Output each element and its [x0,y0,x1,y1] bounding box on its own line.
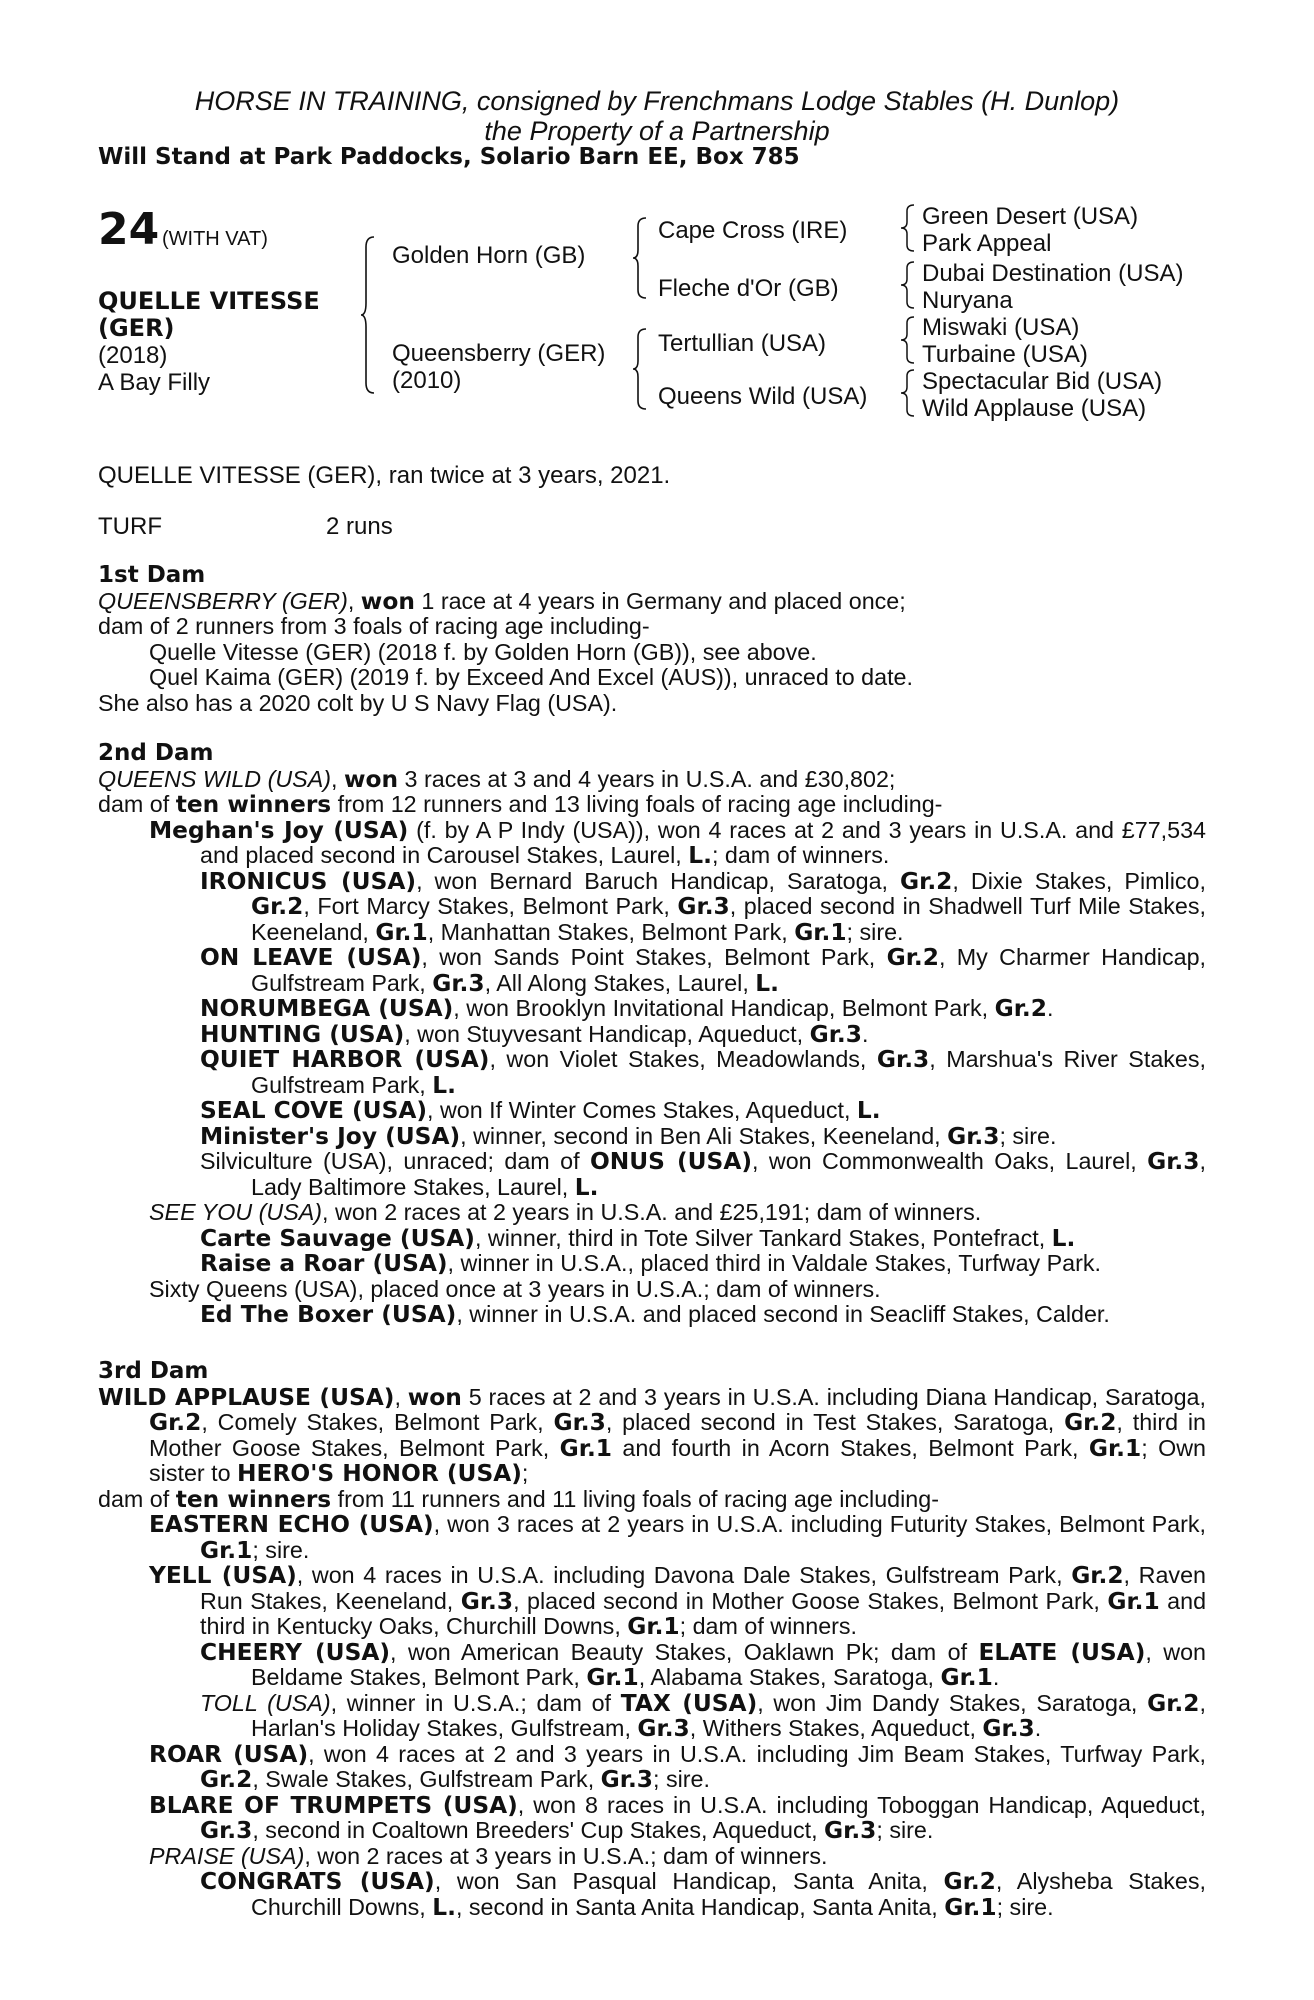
pedigree-brace-6 [900,315,918,365]
horse-description: A Bay Filly [98,369,211,396]
pedigree-ggp-1: Green Desert (USA) [922,203,1139,230]
second-dam-line: QUEENS WILD (USA), won 3 races at 3 and 4 years in U.S.A. and £30,802; [98,765,896,793]
pedigree-dam: Queensberry (GER) [392,340,606,367]
produce-entry: SEE YOU (USA), won 2 races at 2 years in U.S.A. and £25,191; dam of winners. [149,1199,982,1225]
produce-entry: Raise a Roar (USA), winner in U.S.A., placed third in Valdale Stakes, Turfway Park. [200,1250,1102,1277]
third-dam-section [98,1359,1206,1920]
produce-item: Quelle Vitesse (GER) (2018 f. by Golden Horn (GB)), see above. [149,638,817,665]
produce-entry: YELL (USA), won 4 races in U.S.A. including Davona Dale Stakes, Gulfstream Park, Gr.2, Raven Run Stakes, Keeneland, Gr.3, placed second in Mother Goose Stakes, Belmont Park, Gr.1 and third in Kentucky Oaks, Churchill Downs, Gr.1; dam of winners. [149,1562,1207,1640]
second-dam-heading: 2nd Dam [98,740,214,766]
horse-name: QUELLE VITESSE (GER) [98,287,320,342]
third-dam-line: WILD APPLAUSE (USA), won 5 races at 2 and 3 years in U.S.A. including Diana Handicap, Saratoga, Gr.2, Comely Stakes, Belmont Park, Gr.3, placed second in Test Stakes, Saratoga, Gr.2, third in Mother Goose Stakes, Belmont Park, Gr.1 and fourth in Acorn Stakes, Belmont Park, Gr.1; Own sister to HERO'S HONOR (USA); [98,1383,1207,1487]
turf-runs: 2 runs [326,513,393,540]
produce-entry: QUIET HARBOR (USA), won Violet Stakes, Meadowlands, Gr.3, Marshua's River Stakes, Gulfstream Park, L. [200,1046,1207,1099]
produce-entry: HUNTING (USA), won Stuyvesant Handicap, Aqueduct, Gr.3. [200,1020,869,1048]
pedigree-brace-1 [360,235,380,395]
first-dam-section [98,563,1206,716]
header-stand-location: Will Stand at Park Paddocks, Solario Barn EE, Box 785 [98,144,800,170]
produce-entry: BLARE OF TRUMPETS (USA), won 8 races in U.S.A. including Toboggan Handicap, Aqueduct, Gr.3, second in Coaltown Breeders' Cup Stakes, Aqueduct, Gr.3; sire. [149,1791,1206,1844]
race-summary: QUELLE VITESSE (GER), ran twice at 3 years, 2021. [98,462,671,489]
produce-entry: Silviculture (USA), unraced; dam of ONUS (USA), won Commonwealth Oaks, Laurel, Gr.3, Lady Baltimore Stakes, Laurel, L. [200,1148,1206,1201]
pedigree-brace-7 [900,368,918,418]
produce-entry: ON LEAVE (USA), won Sands Point Stakes, Belmont Park, Gr.2, My Charmer Handicap, Gulfstream Park, Gr.3, All Along Stakes, Laurel, L. [200,944,1206,997]
first-dam-heading: 1st Dam [98,562,206,588]
produce-entry: Minister's Joy (USA), winner, second in Ben Ali Stakes, Keeneland, Gr.3; sire. [200,1122,1057,1150]
turf-label: TURF [98,513,162,540]
pedigree-brace-2 [632,216,650,300]
produce-entry: SEAL COVE (USA), won If Winter Comes Stakes, Aqueduct, L. [200,1097,881,1124]
produce-entry: TOLL (USA), winner in U.S.A.; dam of TAX (USA), won Jim Dandy Stakes, Saratoga, Gr.2, Harlan's Holiday Stakes, Gulfstream, Gr.3, Withers Stakes, Aqueduct, Gr.3. [200,1689,1206,1742]
lot-number: 24 [98,204,160,255]
pedigree-dam-year: (2010) [392,367,462,394]
pedigree-ggp-3: Dubai Destination (USA) [922,260,1184,287]
pedigree-ggp-6: Turbaine (USA) [922,341,1088,368]
first-dam-line: QUEENSBERRY (GER), won 1 race at 4 years in Germany and placed once; [98,587,906,615]
vat-note: (WITH VAT) [162,228,268,250]
horse-year: (2018) [98,342,168,369]
produce-note: She also has a 2020 colt by U S Navy Flag (USA). [98,689,618,716]
pedigree-ggp-5: Miswaki (USA) [922,314,1080,341]
header-consignor: HORSE IN TRAINING, consigned by Frenchmans Lodge Stables (H. Dunlop) [194,86,1120,116]
produce-entry: PRAISE (USA), won 2 races at 3 years in U.S.A.; dam of winners. [149,1842,828,1869]
pedigree-dam-dam: Queens Wild (USA) [658,383,868,410]
produce-entry: NORUMBEGA (USA), won Brooklyn Invitational Handicap, Belmont Park, Gr.2. [200,995,1054,1022]
produce-entry: Meghan's Joy (USA) (f. by A P Indy (USA)), won 4 races at 2 and 3 years in U.S.A. and £77,534 and placed second in Carousel Stakes, Laurel, L.; dam of winners. [149,816,1206,869]
produce-entry: ROAR (USA), won 4 races at 2 and 3 years in U.S.A. including Jim Beam Stakes, Turfway Park, Gr.2, Swale Stakes, Gulfstream Park, Gr.3; sire. [149,1740,1206,1793]
produce-entry: Sixty Queens (USA), placed once at 3 years in U.S.A.; dam of winners. [149,1275,881,1302]
pedigree-sire: Golden Horn (GB) [392,242,586,269]
third-dam-heading: 3rd Dam [98,1358,209,1384]
pedigree-brace-5 [900,260,918,310]
pedigree-sire-dam: Fleche d'Or (GB) [658,275,839,302]
produce-item: Quel Kaima (GER) (2019 f. by Exceed And Excel (AUS)), unraced to date. [149,664,913,690]
third-dam-produce-intro: dam of ten winners from 11 runners and 11 living foals of racing age including- [98,1485,939,1513]
produce-entry: Ed The Boxer (USA), winner in U.S.A. and placed second in Seacliff Stakes, Calder. [200,1301,1110,1328]
produce-entry: CONGRATS (USA), won San Pasqual Handicap, Santa Anita, Gr.2, Alysheba Stakes, Churchill Downs, L., second in Santa Anita Handicap, Santa Anita, Gr.1; sire. [200,1868,1207,1921]
first-dam-produce-intro: dam of 2 runners from 3 foals of racing age including- [98,613,650,639]
second-dam-section [98,741,1206,1328]
header-property: the Property of a Partnership [484,116,830,146]
pedigree-ggp-4: Nuryana [922,287,1013,314]
second-dam-produce-intro: dam of ten winners from 12 runners and 13 living foals of racing age including- [98,791,943,818]
pedigree-sire-sire: Cape Cross (IRE) [658,217,848,244]
pedigree-brace-4 [900,203,918,253]
pedigree-brace-3 [632,327,650,411]
produce-entry: CHEERY (USA), won American Beauty Stakes, Oaklawn Pk; dam of ELATE (USA), won Beldame Stakes, Belmont Park, Gr.1, Alabama Stakes, Saratoga, Gr.1. [200,1638,1206,1691]
pedigree-ggp-8: Wild Applause (USA) [922,395,1147,422]
produce-entry: Carte Sauvage (USA), winner, third in Tote Silver Tankard Stakes, Pontefract, L. [200,1224,1076,1252]
pedigree-dam-sire: Tertullian (USA) [658,330,827,357]
produce-entry: EASTERN ECHO (USA), won 3 races at 2 years in U.S.A. including Futurity Stakes, Belmont Park, Gr.1; sire. [149,1511,1206,1564]
produce-entry: IRONICUS (USA), won Bernard Baruch Handicap, Saratoga, Gr.2, Dixie Stakes, Pimlico, Gr.2, Fort Marcy Stakes, Belmont Park, Gr.3, placed second in Shadwell Turf Mile Stakes, Keeneland, Gr.1, Manhattan Stakes, Belmont Park, Gr.1; sire. [200,867,1206,946]
pedigree-ggp-2: Park Appeal [922,230,1052,257]
pedigree-ggp-7: Spectacular Bid (USA) [922,368,1163,395]
